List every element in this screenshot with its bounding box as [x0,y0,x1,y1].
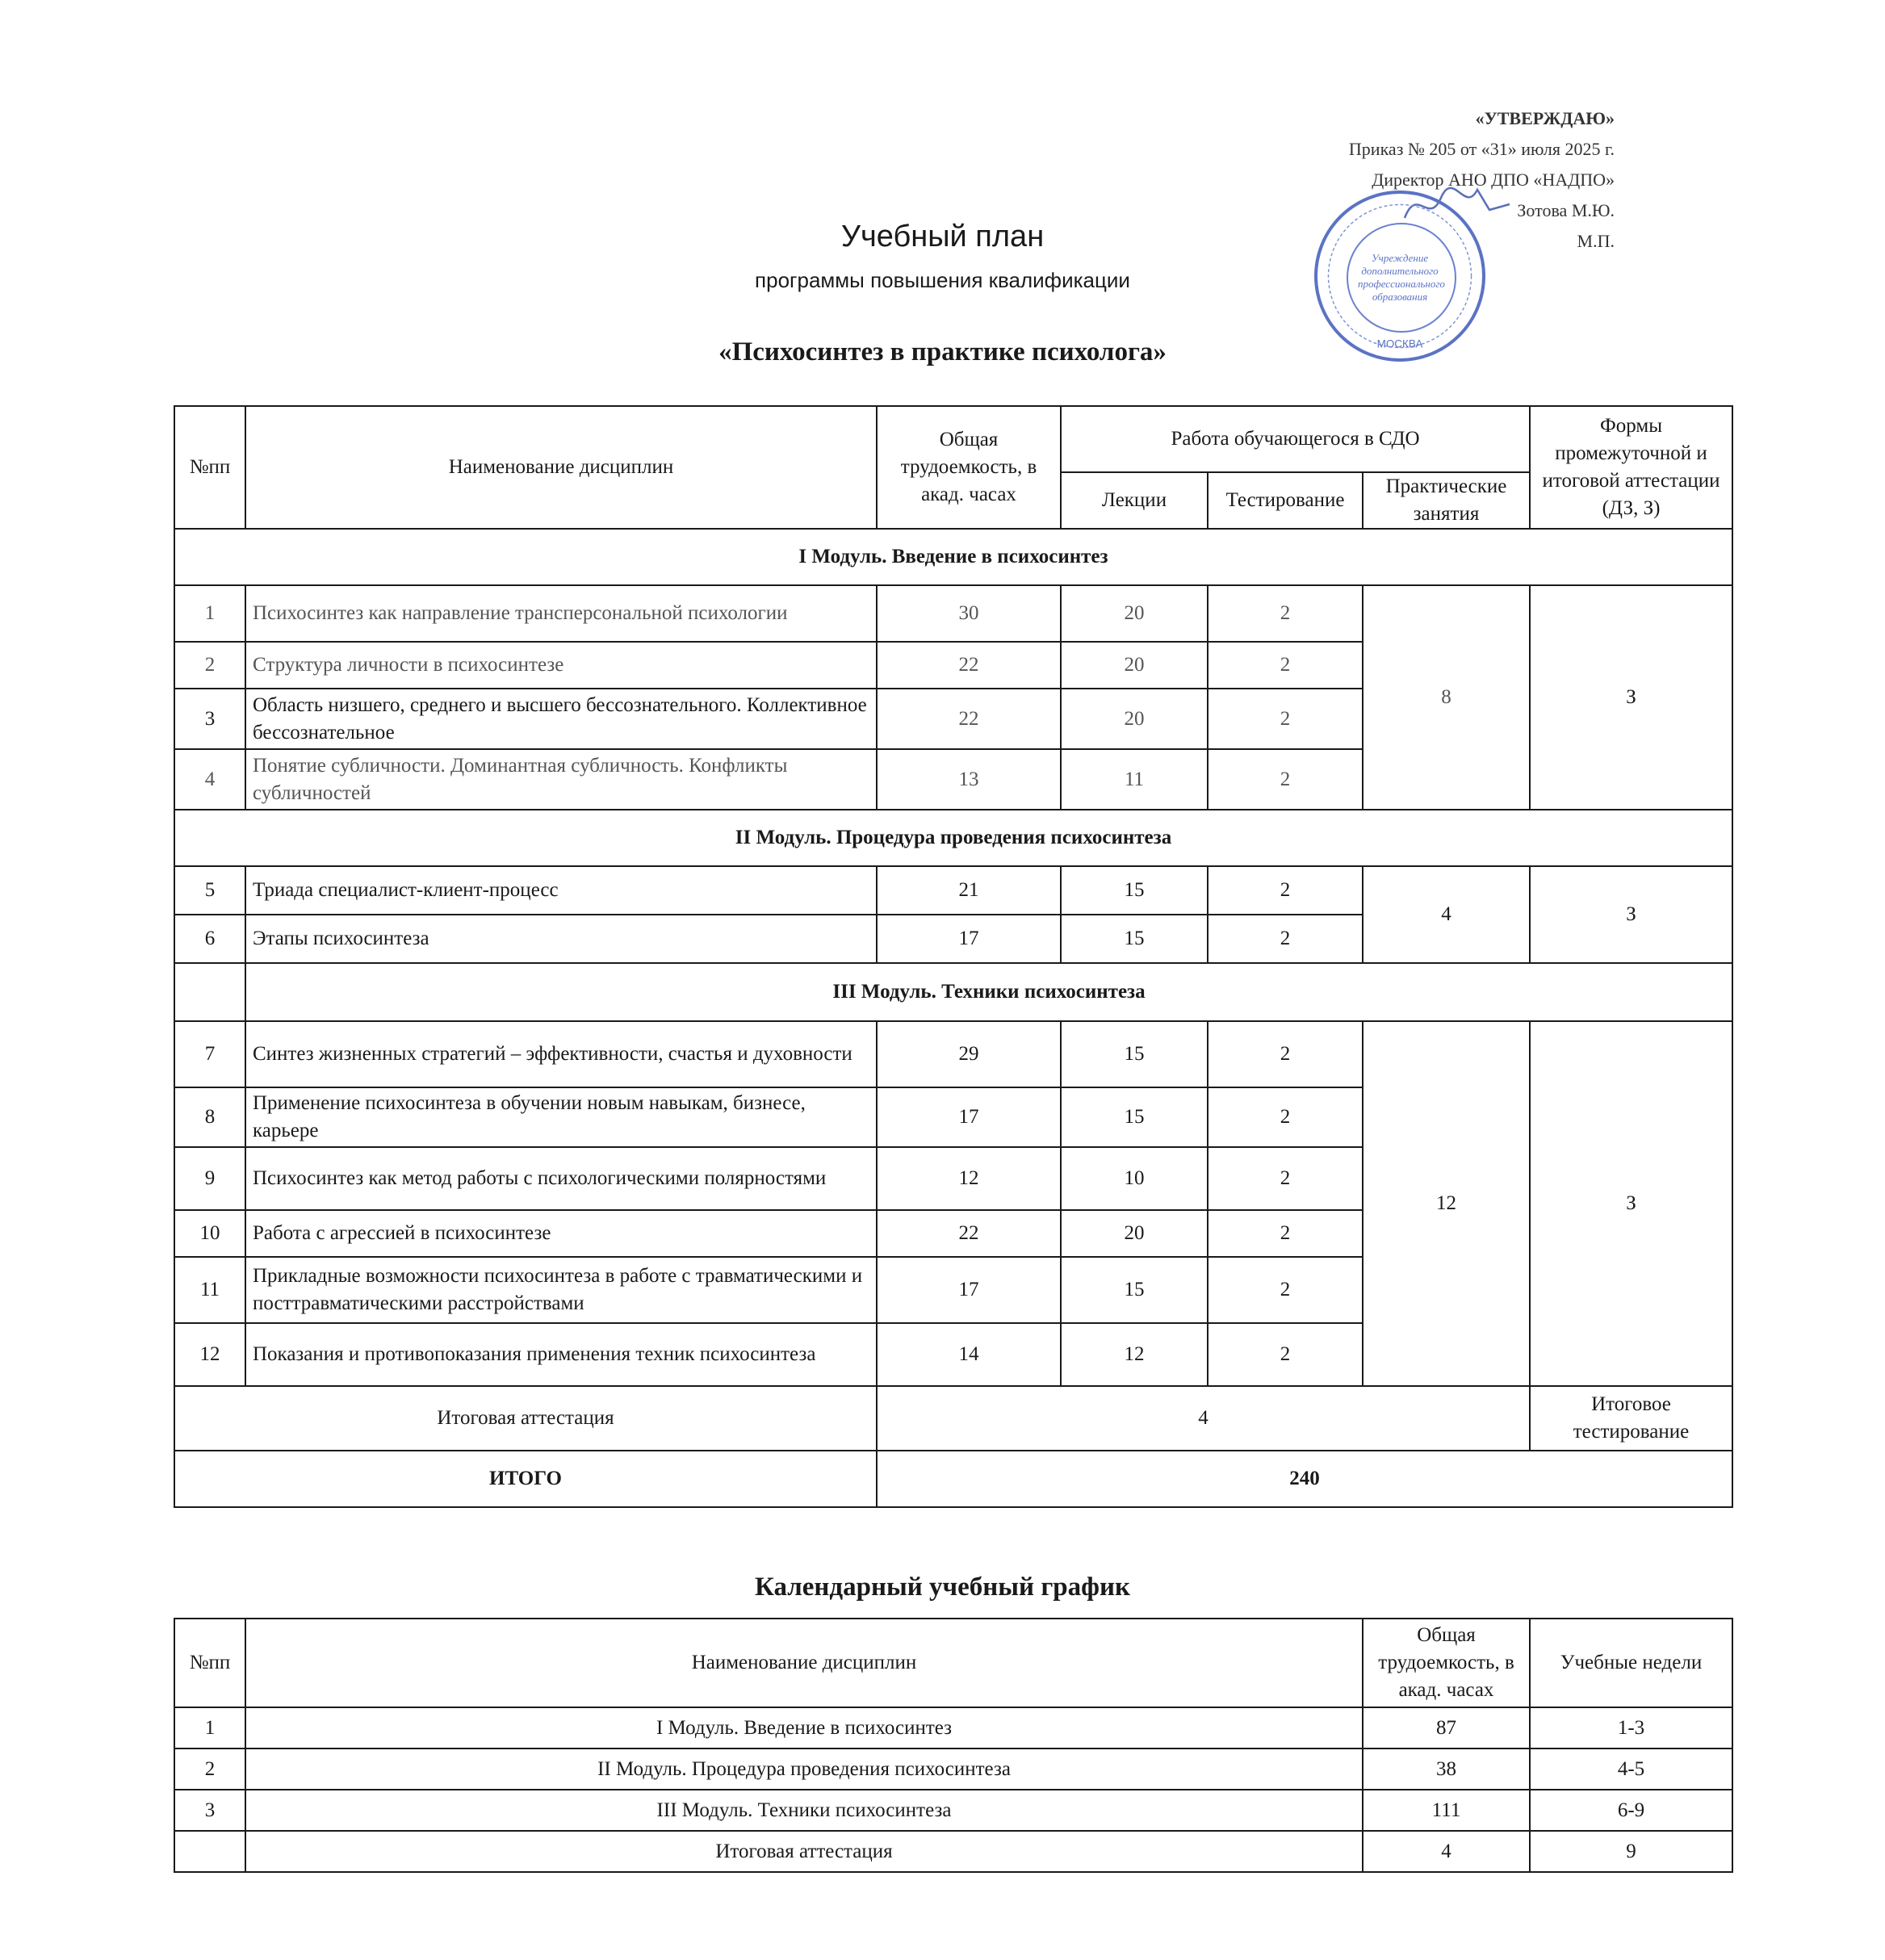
table-row [174,1707,1732,1749]
row-testing: 2 [1208,1323,1363,1386]
row-testing: 2 [1208,1087,1363,1147]
module-title: I Модуль. Введение в психосинтез [174,529,1732,585]
row-total: 14 [877,1323,1061,1386]
row-name: Показания и противопоказания применения техник психосинтеза [245,1323,877,1386]
row-lectures: 20 [1061,1210,1208,1257]
cal-header-weeks: Учебные недели [1530,1619,1732,1707]
row-total: 30 [877,585,1061,642]
row-total: 17 [877,1257,1061,1323]
total-value: 240 [877,1451,1732,1507]
header-total: Общая трудоемкость, в акад. часах [877,406,1061,529]
cal-row-num [174,1831,245,1872]
row-lectures: 20 [1061,689,1208,749]
row-num: 11 [174,1257,245,1323]
header-forms: Формы промежуточной и итоговой аттестации (ДЗ, З) [1530,406,1732,529]
row-total: 21 [877,866,1061,915]
row-num: 10 [174,1210,245,1257]
module-practice: 4 [1363,866,1530,963]
row-num: 9 [174,1147,245,1210]
row-testing: 2 [1208,1210,1363,1257]
table-row [174,866,1732,915]
row-testing: 2 [1208,915,1363,963]
row-num: 2 [174,642,245,689]
header-testing: Тестирование [1208,472,1363,529]
row-name: Психосинтез как метод работы с психологическими полярностями [245,1147,877,1210]
stamp-center-text: Учреждение дополнительного профессионального образования [1358,252,1445,303]
cal-row-num: 2 [174,1749,245,1790]
cal-row-total: 38 [1363,1749,1530,1790]
cal-header-name: Наименование дисциплин [245,1619,1363,1707]
row-testing: 2 [1208,749,1363,810]
cal-row-weeks: 9 [1530,1831,1732,1872]
row-lectures: 15 [1061,915,1208,963]
header-name: Наименование дисциплин [245,406,877,529]
row-testing: 2 [1208,1021,1363,1087]
row-testing: 2 [1208,642,1363,689]
cal-row-name: II Модуль. Процедура проведения психосинтеза [245,1749,1363,1790]
row-total: 22 [877,689,1061,749]
row-total: 29 [877,1021,1061,1087]
program-title: «Психосинтез в практике психолога» [718,337,1167,366]
module-title: III Модуль. Техники психосинтеза [245,963,1732,1021]
row-total: 17 [877,1087,1061,1147]
row-lectures: 10 [1061,1147,1208,1210]
approval-name: Зотова М.Ю. [1517,200,1615,220]
row-num: 4 [174,749,245,810]
row-name: Применение психосинтеза в обучении новым навыкам, бизнесе, карьере [245,1087,877,1147]
row-name: Работа с агрессией в психосинтезе [245,1210,877,1257]
row-testing: 2 [1208,585,1363,642]
row-lectures: 20 [1061,642,1208,689]
cal-row-total: 111 [1363,1790,1530,1831]
module-form: З [1530,866,1732,963]
header-lectures: Лекции [1061,472,1208,529]
table-row [174,1749,1732,1790]
row-testing: 2 [1208,1147,1363,1210]
table-row [174,1790,1732,1831]
cal-header-num: №пп [174,1619,245,1707]
cal-row-name: I Модуль. Введение в психосинтез [245,1707,1363,1749]
page-title: Учебный план [840,220,1045,253]
cal-row-total: 4 [1363,1831,1530,1872]
row-total: 22 [877,642,1061,689]
row-name: Синтез жизненных стратегий – эффективности, счастья и духовности [245,1021,877,1087]
approval-header: «УТВЕРЖДАЮ» [1475,108,1615,128]
page-subtitle: программы повышения квалификации [755,268,1130,292]
cal-row-weeks: 6-9 [1530,1790,1732,1831]
cal-row-name: Итоговая аттестация [245,1831,1363,1872]
row-num: 6 [174,915,245,963]
header-num: №пп [174,406,245,529]
row-name: Триада специалист-клиент-процесс [245,866,877,915]
cal-row-num: 3 [174,1790,245,1831]
final-label: Итоговая аттестация [174,1386,877,1451]
row-num: 7 [174,1021,245,1087]
module-form: З [1530,585,1732,810]
table-row [174,1021,1732,1087]
module-practice: 8 [1363,585,1530,810]
row-name: Понятие субличности. Доминантная субличность. Конфликты субличностей [245,749,877,810]
total-label: ИТОГО [174,1451,877,1507]
row-lectures: 15 [1061,1021,1208,1087]
row-name: Прикладные возможности психосинтеза в работе с травматическими и посттравматическими расстройствами [245,1257,877,1323]
row-num: 8 [174,1087,245,1147]
table-row [174,1831,1732,1872]
calendar-title: Календарный учебный график [754,1573,1131,1602]
row-num: 1 [174,585,245,642]
cal-row-total: 87 [1363,1707,1530,1749]
row-num: 3 [174,689,245,749]
row-name: Область низшего, среднего и высшего бессознательного. Коллективное бессознательное [245,689,877,749]
row-name: Этапы психосинтеза [245,915,877,963]
row-total: 17 [877,915,1061,963]
module-practice: 12 [1363,1021,1530,1386]
module-form: З [1530,1021,1732,1386]
row-lectures: 20 [1061,585,1208,642]
row-lectures: 15 [1061,866,1208,915]
row-lectures: 15 [1061,1087,1208,1147]
stamp-city: МОСКВА [1376,337,1423,350]
final-form: Итоговое тестирование [1530,1386,1732,1451]
row-total: 22 [877,1210,1061,1257]
cal-row-name: III Модуль. Техники психосинтеза [245,1790,1363,1831]
row-testing: 2 [1208,866,1363,915]
cal-row-num: 1 [174,1707,245,1749]
row-num: 12 [174,1323,245,1386]
cal-header-total: Общая трудоемкость, в акад. часах [1363,1619,1530,1707]
module-num-empty [174,963,245,1021]
row-lectures: 11 [1061,749,1208,810]
row-testing: 2 [1208,1257,1363,1323]
row-name: Структура личности в психосинтезе [245,642,877,689]
approval-director: Директор АНО ДПО «НАДПО» [1372,170,1615,190]
header-practice: Практические занятия [1363,472,1530,529]
row-total: 13 [877,749,1061,810]
row-lectures: 12 [1061,1323,1208,1386]
row-num: 5 [174,866,245,915]
row-lectures: 15 [1061,1257,1208,1323]
approval-seal-mark: М.П. [1577,231,1615,251]
approval-order: Приказ № 205 от «31» июля 2025 г. [1348,139,1615,159]
table-row [174,585,1732,642]
row-name: Психосинтез как направление трансперсональной психологии [245,585,877,642]
calendar-table [174,1618,1733,1873]
row-testing: 2 [1208,689,1363,749]
header-work: Работа обучающегося в СДО [1061,406,1530,472]
row-total: 12 [877,1147,1061,1210]
cal-row-weeks: 1-3 [1530,1707,1732,1749]
cal-row-weeks: 4-5 [1530,1749,1732,1790]
module-title: II Модуль. Процедура проведения психосинтеза [174,810,1732,866]
curriculum-table [174,405,1733,1508]
final-value: 4 [877,1386,1530,1451]
